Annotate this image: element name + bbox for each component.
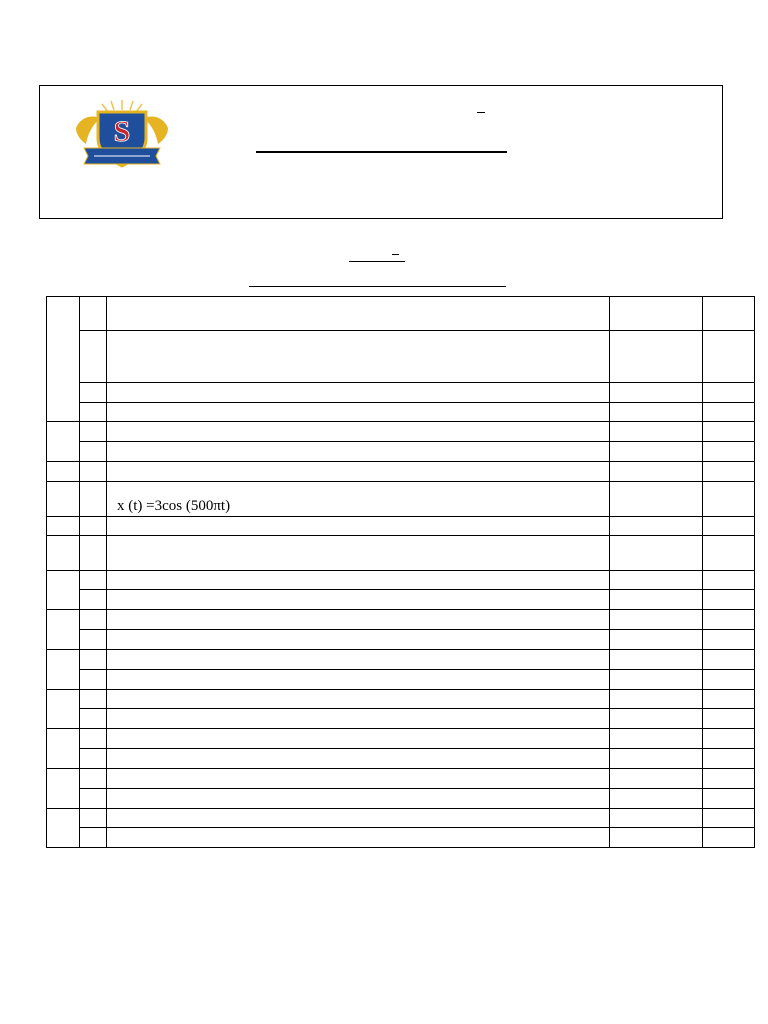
table-row <box>47 517 755 536</box>
marks-cell <box>703 630 755 650</box>
question-text-cell <box>107 536 610 571</box>
table-row <box>47 482 755 517</box>
marks-cell <box>703 610 755 630</box>
marks-cell <box>703 769 755 789</box>
sub-question-cell <box>80 630 107 650</box>
sub-question-cell <box>80 462 107 482</box>
sub-question-cell <box>80 297 107 331</box>
co-cell <box>610 769 703 789</box>
table-row <box>47 769 755 789</box>
question-number-cell <box>47 517 80 536</box>
table-row <box>47 809 755 828</box>
question-number-cell <box>47 690 80 729</box>
question-text-cell <box>107 749 610 769</box>
marks-cell <box>703 517 755 536</box>
section-title-underline <box>349 261 405 262</box>
marks-cell <box>703 442 755 462</box>
marks-cell <box>703 590 755 610</box>
table-row <box>47 331 755 383</box>
question-text-cell <box>107 383 610 403</box>
question-text-cell <box>107 610 610 630</box>
marks-cell <box>703 422 755 442</box>
sub-question-cell <box>80 809 107 828</box>
table-row <box>47 650 755 670</box>
college-crest-icon <box>70 98 174 170</box>
co-cell <box>610 828 703 848</box>
equation-x-t: x (t) =3cos (500πt) <box>117 498 231 514</box>
co-cell <box>610 571 703 590</box>
question-text-cell <box>107 482 610 517</box>
sub-question-cell <box>80 403 107 422</box>
question-table <box>46 296 755 848</box>
sub-question-cell <box>80 769 107 789</box>
question-text-cell <box>107 670 610 690</box>
question-text-cell <box>107 517 610 536</box>
section-subtitle-underline <box>249 286 506 287</box>
question-text-cell <box>107 297 610 331</box>
sub-question-cell <box>80 517 107 536</box>
marks-cell <box>703 709 755 729</box>
question-number-cell <box>47 571 80 610</box>
marks-cell <box>703 383 755 403</box>
question-text-cell <box>107 709 610 729</box>
table-row <box>47 610 755 630</box>
co-cell <box>610 297 703 331</box>
co-cell <box>610 403 703 422</box>
sub-question-cell <box>80 442 107 462</box>
question-number-cell <box>47 536 80 571</box>
co-cell <box>610 690 703 709</box>
co-cell <box>610 590 703 610</box>
question-text-cell <box>107 422 610 442</box>
table-row <box>47 709 755 729</box>
sub-question-cell <box>80 749 107 769</box>
marks-cell <box>703 571 755 590</box>
sub-question-cell <box>80 383 107 403</box>
question-text-cell <box>107 789 610 809</box>
marks-cell <box>703 482 755 517</box>
question-text-cell <box>107 729 610 749</box>
question-text-cell <box>107 769 610 789</box>
table-row <box>47 536 755 571</box>
question-number-cell <box>47 422 80 462</box>
question-number-cell <box>47 729 80 769</box>
header-title-dash <box>477 112 485 113</box>
co-cell <box>610 482 703 517</box>
co-cell <box>610 789 703 809</box>
co-cell <box>610 462 703 482</box>
question-text-cell <box>107 442 610 462</box>
sub-question-cell <box>80 482 107 517</box>
co-cell <box>610 709 703 729</box>
question-text-cell <box>107 650 610 670</box>
sub-question-cell <box>80 828 107 848</box>
sub-question-cell <box>80 670 107 690</box>
sub-question-cell <box>80 571 107 590</box>
co-cell <box>610 536 703 571</box>
marks-cell <box>703 749 755 769</box>
section-title-dash <box>392 254 399 255</box>
co-cell <box>610 630 703 650</box>
table-row <box>47 630 755 650</box>
table-row <box>47 670 755 690</box>
table-row <box>47 571 755 590</box>
question-text-cell <box>107 690 610 709</box>
question-number-cell <box>47 650 80 690</box>
table-row <box>47 749 755 769</box>
sub-question-cell <box>80 331 107 383</box>
question-text-cell <box>107 571 610 590</box>
question-text-cell <box>107 403 610 422</box>
marks-cell <box>703 690 755 709</box>
question-text-cell <box>107 331 610 383</box>
sub-question-cell <box>80 709 107 729</box>
sub-question-cell <box>80 729 107 749</box>
sub-question-cell <box>80 422 107 442</box>
header-title-underline <box>256 151 507 153</box>
question-text-cell <box>107 590 610 610</box>
table-row <box>47 297 755 331</box>
co-cell <box>610 809 703 828</box>
table-row <box>47 462 755 482</box>
marks-cell <box>703 403 755 422</box>
question-text-cell <box>107 828 610 848</box>
question-number-cell <box>47 482 80 517</box>
sub-question-cell <box>80 610 107 630</box>
co-cell <box>610 517 703 536</box>
co-cell <box>610 610 703 630</box>
co-cell <box>610 442 703 462</box>
table-row <box>47 828 755 848</box>
marks-cell <box>703 729 755 749</box>
table-row <box>47 690 755 709</box>
question-number-cell <box>47 462 80 482</box>
co-cell <box>610 422 703 442</box>
co-cell <box>610 729 703 749</box>
question-number-cell <box>47 297 80 422</box>
marks-cell <box>703 650 755 670</box>
table-row <box>47 442 755 462</box>
co-cell <box>610 650 703 670</box>
marks-cell <box>703 789 755 809</box>
marks-cell <box>703 331 755 383</box>
question-number-cell <box>47 769 80 809</box>
svg-text:S: S <box>113 115 131 148</box>
sub-question-cell <box>80 590 107 610</box>
marks-cell <box>703 670 755 690</box>
question-text-cell <box>107 630 610 650</box>
sub-question-cell <box>80 536 107 571</box>
table-row <box>47 383 755 403</box>
co-cell <box>610 383 703 403</box>
question-number-cell <box>47 809 80 848</box>
table-row <box>47 789 755 809</box>
sub-question-cell <box>80 650 107 670</box>
marks-cell <box>703 297 755 331</box>
co-cell <box>610 331 703 383</box>
marks-cell <box>703 828 755 848</box>
table-row <box>47 729 755 749</box>
question-text-cell <box>107 809 610 828</box>
sub-question-cell <box>80 789 107 809</box>
table-row <box>47 403 755 422</box>
question-number-cell <box>47 610 80 650</box>
marks-cell <box>703 536 755 571</box>
co-cell <box>610 670 703 690</box>
sub-question-cell <box>80 690 107 709</box>
marks-cell <box>703 462 755 482</box>
table-row <box>47 422 755 442</box>
co-cell <box>610 749 703 769</box>
marks-cell <box>703 809 755 828</box>
table-row <box>47 590 755 610</box>
question-text-cell <box>107 462 610 482</box>
